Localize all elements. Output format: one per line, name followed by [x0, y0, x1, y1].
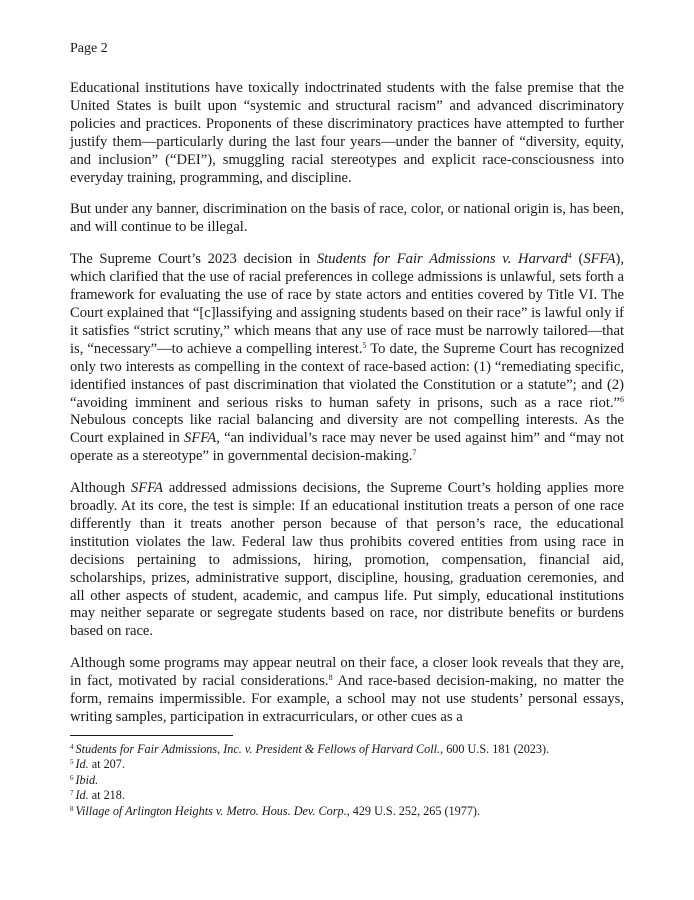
case-abbrev: SFFA [130, 480, 164, 497]
footnote-8 [70, 804, 650, 819]
text-run: Nebulous concepts like racial balancing and diversity are not compelling interests. As the Court explained in [70, 412, 624, 447]
footnote-citation: Id. [75, 757, 89, 772]
case-abbrev: SFFA [583, 251, 616, 268]
footnote-citation: Ibid. [75, 772, 99, 787]
footnote-ref[interactable]: 8 [328, 673, 333, 683]
footnote-7 [70, 788, 650, 803]
text-run: , “an individual’s race may never be used against him” and “may not operate as a stereotype” in governmental decision-making. [70, 430, 624, 465]
page-number: Page 2 [70, 41, 108, 56]
footnote-ref[interactable]: 7 [412, 448, 417, 458]
footnote-ref[interactable]: 5 [362, 340, 367, 350]
paragraph-5 [70, 655, 624, 727]
footnote-4 [70, 742, 650, 757]
footnote-citation: Village of Arlington Heights v. Metro. Hous. Dev. Corp. [75, 803, 347, 818]
case-abbrev: SFFA [184, 430, 217, 447]
paragraph-4 [70, 480, 624, 641]
footnote-divider [70, 735, 233, 736]
footnote-ref[interactable]: 6 [620, 394, 624, 404]
text-run: To date, the Supreme Court has recognized only two interests as compelling in the context of race-based action: (1) “remediating specific, identified instances of past discrimination that violated the Constitution or a statute”; and (2) “avoiding imminent and serious risks to human safety in prisons, such as a race riot.” [70, 340, 624, 411]
case-name: Students for Fair Admissions v. Harvard [316, 251, 568, 268]
footnote-number: 4 [70, 743, 74, 751]
footnote-citation: Students for Fair Admissions, Inc. v. President & Fellows of Harvard Coll. [75, 742, 441, 756]
footnote-6 [70, 773, 650, 788]
paragraph-3 [70, 251, 624, 466]
footnotes [70, 742, 650, 819]
footnote-citation: Id. [75, 788, 89, 803]
text-run: addressed admissions decisions, the Supreme Court’s holding applies more broadly. At its core, the test is simple: If an educational institution treats a person of one race differently than it treats another person because of that person’s race, the educational institution violates the law. Federal law thus prohibits covered entities from using race in decisions pertaining to admissions, hiring, promotion, compensation, financial aid, scholarships, prizes, administrative support, discipline, housing, graduation ceremonies, and all other aspects of student, academic, and campus life. Put simply, educational institutions may neither separate or segregate students based on race, nor distribute benefits or burdens based on race. [70, 480, 624, 640]
text-run: Although some programs may appear neutral on their face, a closer look reveals that they are, in fact, motivated by racial considerations. [70, 655, 624, 690]
footnote-text: at 207. [88, 757, 125, 772]
footnote-ref[interactable]: 4 [567, 251, 572, 261]
text-run: Although [70, 480, 131, 497]
text-run: And race-based decision-making, no matter the form, remains impermissible. For example, a school may not use students’ personal essays, writing samples, participation in extracurriculars, or other cues as a [70, 673, 624, 725]
footnote-number: 6 [70, 773, 74, 782]
footnote-text: , 429 U.S. 252, 265 (1977). [346, 803, 481, 818]
body-text [70, 80, 624, 741]
footnote-text: , 600 U.S. 181 (2023). [440, 742, 550, 756]
text-run: ), which clarified that the use of racial preferences in college admissions is unlawful, sets forth a framework for evaluating the use of race by state actors and entities covered by Title VI. The Court explained that “[c]lassifying and assigning students based on their race” is lawful only if it satisfies “strict scrutiny,” which means that any use of race must be narrowly tailored—that is, “necessary”—to achieve a compelling interest. [70, 251, 625, 357]
text-run: The Supreme Court’s 2023 decision in [70, 251, 317, 268]
footnote-number: 8 [70, 804, 74, 813]
footnote-5 [70, 757, 650, 772]
paragraph-2: But under any banner, discrimination on the basis of race, color, or national origin is, has been, and will continue to be illegal. [70, 201, 624, 236]
footnote-number: 7 [70, 789, 74, 798]
text-run: ( [571, 251, 584, 268]
footnote-text: at 218. [88, 788, 125, 803]
paragraph-1: Educational institutions have toxically indoctrinated students with the false premise that the United States is built upon “systemic and structural racism” and advanced discriminatory policies and practices. Proponents of these discriminatory practices have attempted to further justify them—particularly during the last four years—under the banner of “diversity, equity, and inclusion” (“DEI”), smuggling racial stereotypes and explicit race-consciousness into everyday training, programming, and discipline. [70, 80, 624, 186]
footnote-number: 5 [70, 758, 74, 767]
